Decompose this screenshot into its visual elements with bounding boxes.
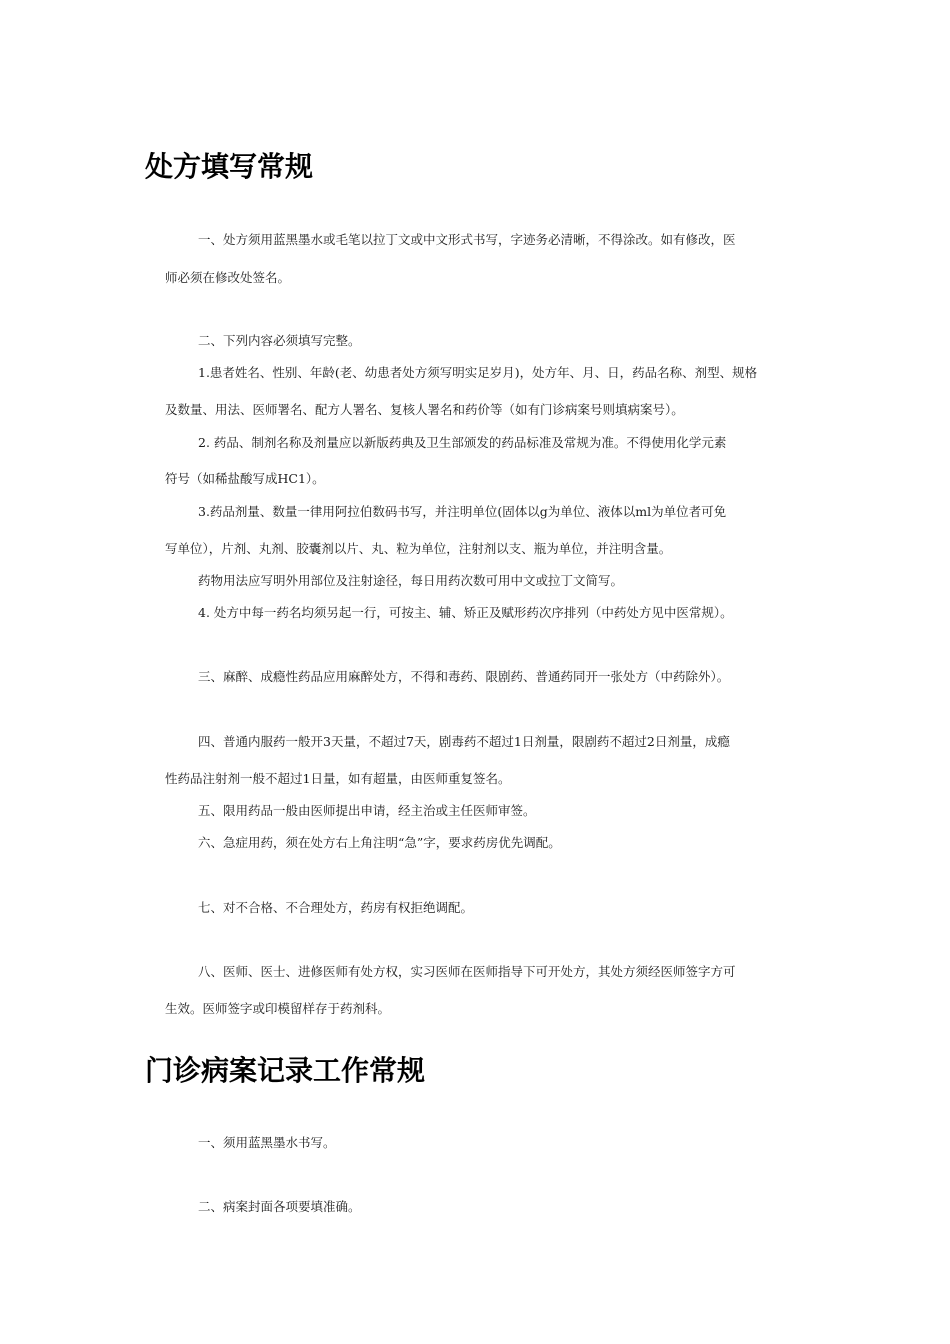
paragraph-line: 3.药品剂量、数量一律用阿拉伯数码书写，并注明单位(固体以g为单位、液体以ml为单位者可免 <box>198 504 727 519</box>
paragraph-line: 1.患者姓名、性别、年龄(老、幼患者处方须写明实足岁月)，处方年、月、日，药品名称、剂型、规格 <box>198 365 758 380</box>
paragraph-line: 写单位），片剂、丸剂、胶囊剂以片、丸、粒为单位，注射剂以支、瓶为单位，并注明含量。 <box>165 541 672 556</box>
paragraph-line: 二、病案封面各项要填准确。 <box>198 1199 361 1214</box>
paragraph-line: 及数量、用法、医师署名、配方人署名、复核人署名和药价等（如有门诊病案号则填病案号）。 <box>165 402 684 417</box>
paragraph-line: 八、医师、医士、进修医师有处方权，实习医师在医师指导下可开处方，其处方须经医师签字方可 <box>198 964 736 979</box>
paragraph-line: 七、对不合格、不合理处方，药房有权拒绝调配。 <box>198 900 474 915</box>
paragraph-line: 2. 药品、制剂名称及剂量应以新版药典及卫生部颁发的药品标准及常规为准。不得使用化学元素 <box>198 435 727 450</box>
paragraph-line: 一、须用蓝黑墨水书写。 <box>198 1135 336 1150</box>
paragraph-line: 三、麻醉、成瘾性药品应用麻醉处方，不得和毒药、限剧药、普通药同开一张处方（中药除外）。 <box>198 669 730 684</box>
paragraph-line: 符号（如稀盐酸写成HC1）。 <box>165 471 325 486</box>
section-title-outpatient-records: 门诊病案记录工作常规 <box>145 1054 426 1087</box>
paragraph-line: 师必须在修改处签名。 <box>165 270 291 285</box>
paragraph-line: 生效。医师签字或印模留样存于药剂科。 <box>165 1001 391 1016</box>
paragraph-line: 二、下列内容必须填写完整。 <box>198 333 361 348</box>
paragraph-line: 性药品注射剂一般不超过1日量，如有超量，由医师重复签名。 <box>165 771 511 786</box>
paragraph-line: 六、急症用药，须在处方右上角注明“急”字，要求药房优先调配。 <box>198 835 561 850</box>
paragraph-line: 四、普通内服药一般开3天量，不超过7天，剧毒药不超过1日剂量，限剧药不超过2日剂量，成瘾 <box>198 734 730 749</box>
section-title-prescription: 处方填写常规 <box>145 150 314 183</box>
paragraph-line: 药物用法应写明外用部位及注射途径，每日用药次数可用中文或拉丁文简写。 <box>198 573 624 588</box>
paragraph-line: 一、处方须用蓝黑墨水或毛笔以拉丁文或中文形式书写，字迹务必清晰，不得涂改。如有修改，医 <box>198 232 736 247</box>
paragraph-line: 五、限用药品一般由医师提出申请，经主治或主任医师审签。 <box>198 803 536 818</box>
paragraph-line: 4. 处方中每一药名均须另起一行，可按主、辅、矫正及赋形药次序排列（中药处方见中医常规）。 <box>198 605 733 620</box>
